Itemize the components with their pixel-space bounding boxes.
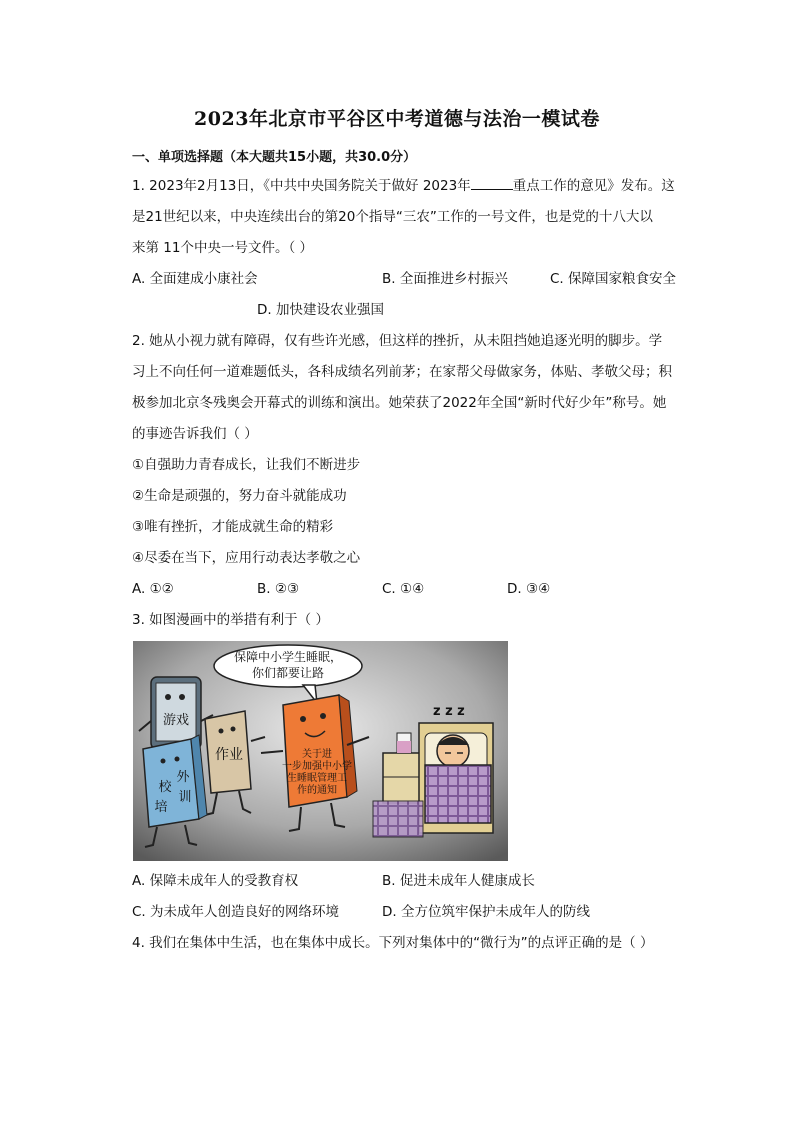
section-heading: 一、单项选择题（本大题共15小题，共30.0分） (132, 150, 417, 165)
q3-option-c: C. 为未成年人创造良好的网络环境 (132, 904, 340, 920)
notice-text-3: 生睡眠管理工 (287, 773, 347, 784)
q1-line-1-a: 1. 2023年2月13日，《中共中央国务院关于做好 2023年 (132, 178, 471, 194)
q2-option-a: A. ①② (132, 581, 174, 597)
q1-option-b: B. 全面推进乡村振兴 (382, 271, 508, 287)
notice-text-1: 关于进 (302, 749, 332, 760)
notice-text-4: 作的通知 (297, 785, 337, 796)
q1-option-a: A. 全面建成小康社会 (132, 271, 258, 287)
speech-text-2: 你们都要让路 (251, 666, 325, 680)
q2-option-d: D. ③④ (507, 581, 551, 597)
q4-line-1: 4. 我们在集体中生活，也在集体中成长。下列对集体中的“微行为”的点评正确的是（ ） (132, 935, 654, 951)
q1-line-2: 是21世纪以来，中央连续出台的第20个指导“三农”工作的一号文件，也是党的十八大以 (132, 209, 653, 225)
notice-text-2: 一步加强中小学 (282, 761, 352, 772)
q3-line-1: 3. 如图漫画中的举措有利于（ ） (132, 612, 329, 628)
page-title: 2023年北京市平谷区中考道德与法治一模试卷 (194, 108, 600, 130)
sleep-cartoon (133, 641, 508, 861)
q2-statement-1: ①自强助力青春成长，让我们不断进步 (132, 457, 361, 473)
q2-statement-3: ③唯有挫折，才能成就生命的精彩 (132, 519, 334, 535)
speech-text-1: 保障中小学生睡眠， (233, 650, 343, 664)
q2-line-3: 极参加北京冬残奥会开幕式的训练和演出。她荣获了2022年全国“新时代好少年”称号。她 (132, 395, 667, 411)
book-tutor-char-4: 训 (178, 790, 192, 805)
q2-statement-2: ②生命是顽强的，努力奋斗就能成功 (132, 488, 347, 504)
q2-statement-4: ④尽委在当下，应用行动表达孝敬之心 (132, 550, 361, 566)
q1-option-c: C. 保障国家粮食安全 (550, 271, 677, 287)
book-tutor-char-1: 校 (158, 780, 172, 795)
q2-option-b: B. ②③ (257, 581, 300, 597)
q1-line-1-b: 重点工作的意见》发布。这 (512, 178, 675, 194)
book-homework-label: 作业 (215, 747, 243, 763)
book-tutor-char-2: 培 (154, 800, 168, 815)
book-game-label: 游戏 (162, 713, 190, 728)
q3-option-b: B. 促进未成年人健康成长 (382, 873, 535, 889)
q1-answer-blank (471, 177, 513, 190)
q1-line-3: 来第 11个中央一号文件。（ ） (132, 240, 314, 256)
q1-line-1 (132, 176, 675, 196)
q3-option-d: D. 全方位筑牢保护未成年人的防线 (382, 904, 590, 920)
snore-text: z z z (433, 704, 465, 719)
q2-line-1: 2. 她从小视力就有障碍，仅有些许光感，但这样的挫折，从未阻挡她追逐光明的脚步。学 (132, 333, 663, 349)
q1-option-d: D. 加快建设农业强国 (257, 302, 384, 318)
q2-line-4: 的事迹告诉我们（ ） (132, 426, 258, 442)
q3-option-a: A. 保障未成年人的受教育权 (132, 873, 299, 889)
q2-line-2: 习上不向任何一道难题低头，各科成绩名列前茅；在家帮父母做家务，体贴、孝敬父母；积 (132, 364, 672, 380)
q2-option-c: C. ①④ (382, 581, 425, 597)
book-tutor-char-3: 外 (176, 770, 190, 785)
